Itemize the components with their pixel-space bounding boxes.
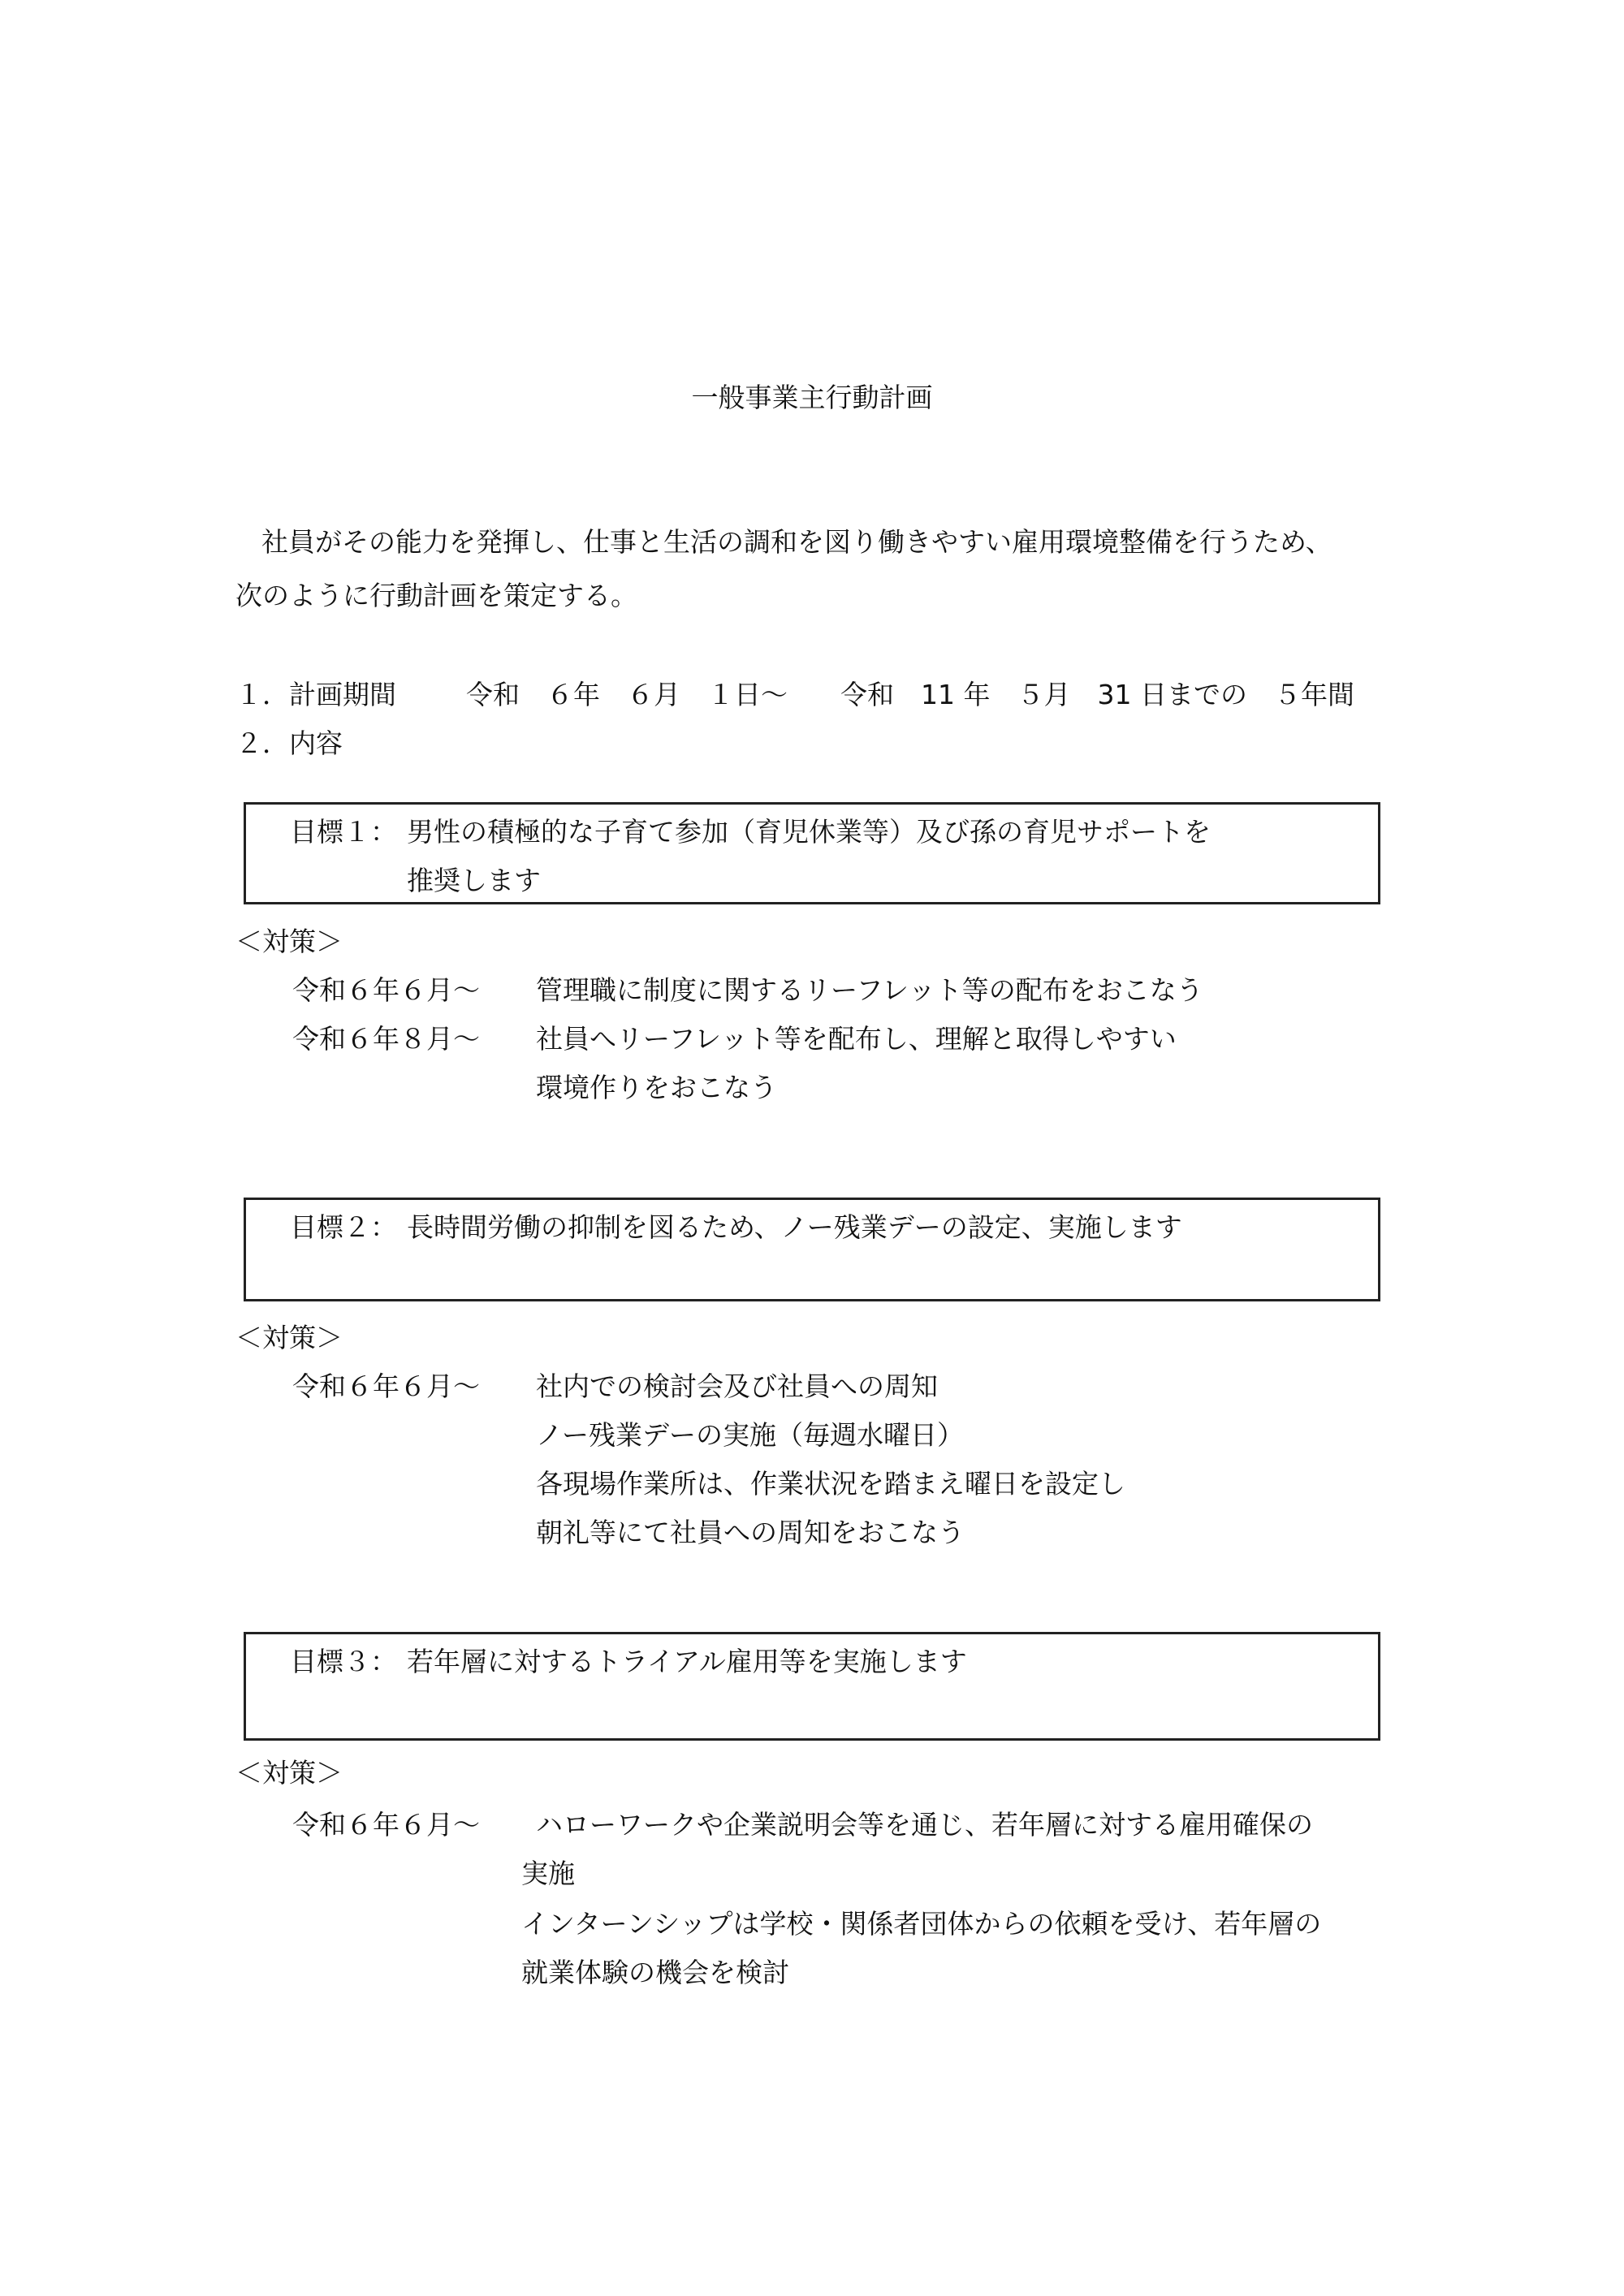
- goal-3-box: [244, 1632, 1380, 1741]
- goal-2-text-line-1: 長時間労働の抑制を図るため、ノー残業デーの設定、実施します: [407, 1211, 1182, 1243]
- goal-1-label: 目標１：: [290, 816, 397, 848]
- content-label: ２．内容: [235, 727, 343, 759]
- goal-1-measure-2-line-1: 社員へリーフレット等を配布し、理解と取得しやすい: [536, 1023, 1177, 1055]
- goal-1-measure-2-line-2: 環境作りをおこなう: [536, 1072, 777, 1103]
- goal-2-measure-1-date: 令和６年６月～: [292, 1370, 480, 1402]
- plan-period-end: 令和 11 年 ５月 31 日までの ５年間: [840, 679, 1354, 710]
- goal-1-measure-1-date: 令和６年６月～: [292, 974, 480, 1006]
- goal-2-measure-1-line-4: 朝礼等にて社員への周知をおこなう: [536, 1517, 965, 1548]
- goal-2-measures-label: ＜対策＞: [235, 1322, 343, 1353]
- plan-period-start: 令和 ６年 ６月 １日～: [466, 679, 788, 710]
- goal-3-label: 目標３：: [290, 1646, 397, 1677]
- goal-2-measure-1-line-2: ノー残業デーの実施（毎週水曜日）: [536, 1419, 965, 1451]
- goal-1-text-line-2: 推奨します: [407, 865, 541, 896]
- goal-3-measure-1-line-1: ハローワークや企業説明会等を通じ、若年層に対する雇用確保の: [536, 1809, 1313, 1841]
- goal-3-text-line-1: 若年層に対するトライアル雇用等を実施します: [407, 1646, 967, 1677]
- goal-2-measure-1-line-3: 各現場作業所は、作業状況を踏まえ曜日を設定し: [536, 1468, 1125, 1500]
- plan-period-label: １．計画期間: [235, 679, 396, 710]
- goal-3-measure-1-date: 令和６年６月～: [292, 1809, 480, 1841]
- intro-line-2: 次のように行動計画を策定する。: [235, 580, 637, 611]
- intro-line-1: 社員がその能力を発揮し、仕事と生活の調和を図り働きやすい雇用環境整備を行うため、: [261, 526, 1332, 558]
- goal-1-measures-label: ＜対策＞: [235, 926, 343, 957]
- goal-1-measure-1-line-1: 管理職に制度に関するリーフレット等の配布をおこなう: [536, 974, 1203, 1006]
- goal-3-measure-1-line-2: 実施: [521, 1858, 575, 1889]
- goal-2-label: 目標２：: [290, 1211, 397, 1243]
- goal-2-box: [244, 1198, 1380, 1301]
- goal-1-measure-2-date: 令和６年８月～: [292, 1023, 480, 1055]
- goal-1-box: [244, 802, 1380, 904]
- goal-3-measure-1-line-3: インターンシップは学校・関係者団体からの依頼を受け、若年層の: [521, 1908, 1322, 1940]
- goal-3-measures-label: ＜対策＞: [235, 1757, 343, 1789]
- goal-3-measure-1-line-4: 就業体験の機会を検討: [521, 1957, 789, 1988]
- page-title: 一般事業主行動計画: [691, 382, 933, 413]
- goal-2-measure-1-line-1: 社内での検討会及び社員への周知: [536, 1370, 938, 1402]
- goal-1-text-line-1: 男性の積極的な子育て参加（育児休業等）及び孫の育児サポートを: [407, 816, 1211, 848]
